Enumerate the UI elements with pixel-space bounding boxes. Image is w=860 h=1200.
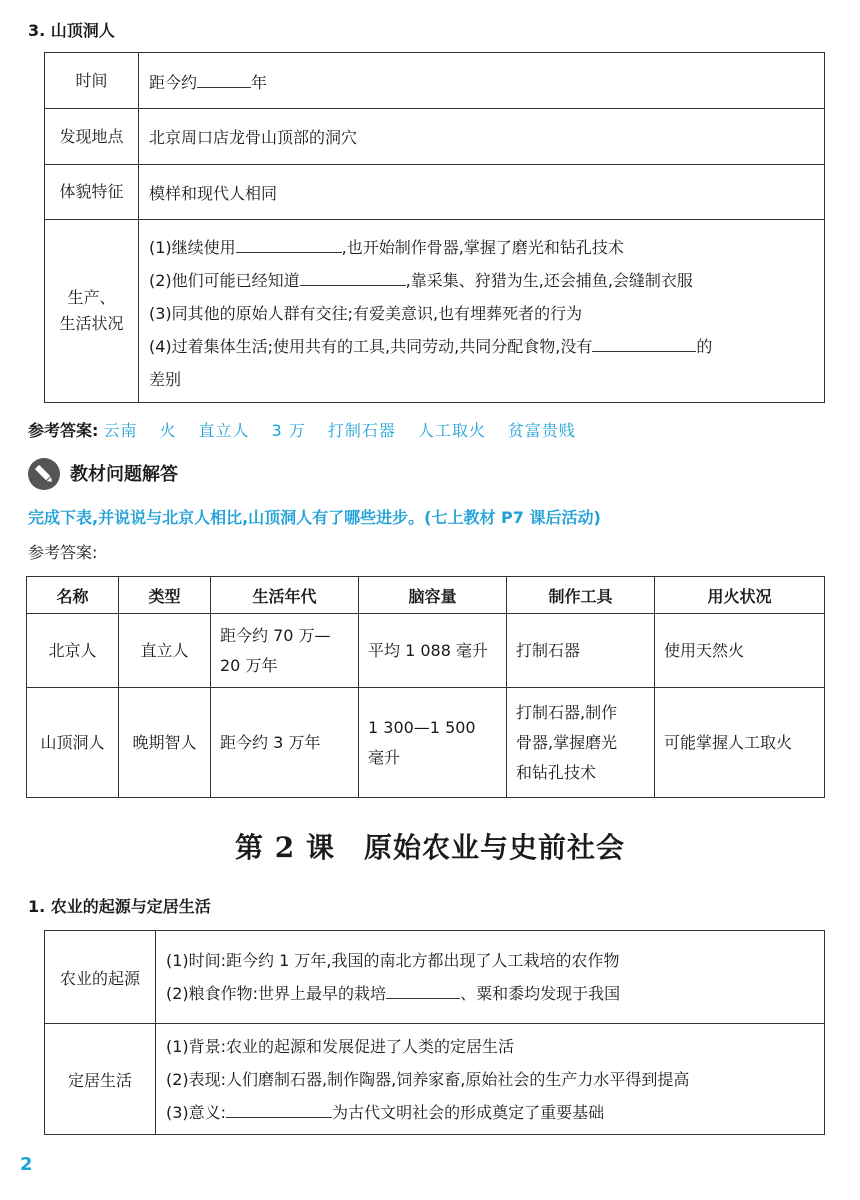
- label-life: [45, 220, 139, 403]
- cell-fire: 可能掌握人工取火: [655, 688, 825, 798]
- cell-tool-b: 骨器,掌握磨光: [516, 732, 618, 752]
- cell-brain-a: 1 300—1 500: [368, 717, 476, 737]
- shandingdong-table: [44, 52, 825, 403]
- cell-type: 直立人: [119, 614, 211, 688]
- life-line-3: (3)同其他的原始人群有交往;有爱美意识,也有埋葬死者的行为: [149, 304, 583, 323]
- label-origin: 农业的起源: [45, 931, 156, 1024]
- answer-item: 云南: [103, 421, 138, 440]
- answer-item: 打制石器: [327, 421, 396, 440]
- answer-line: [28, 418, 598, 441]
- life-line-2: (2)他们可能已经知道 ,靠采集、狩猎为生,还会捕鱼,会缝制衣服: [149, 264, 824, 297]
- life-line-4: (4)过着集体生活;使用共有的工具,共同劳动,共同分配食物,没有 的: [149, 330, 824, 363]
- blank: [226, 1099, 332, 1118]
- cell-type: 晚期智人: [119, 688, 211, 798]
- origin-line-2: (2)粮食作物:世界上最早的栽培 、粟和黍均发现于我国: [166, 977, 824, 1010]
- answer-values: [104, 421, 598, 440]
- life-line-1: (1)继续使用 ,也开始制作骨器,掌握了磨光和钻孔技术: [149, 231, 824, 264]
- settled-line-2: (2)表现:人们磨制石器,制作陶器,饲养家畜,原始社会的生产力水平得到提高: [166, 1069, 690, 1089]
- lesson-title: 第 2 课 原始农业与史前社会: [235, 831, 625, 864]
- cell-fire: 使用天然火: [655, 614, 825, 688]
- page-number: 2: [20, 1154, 33, 1175]
- cell-tool: [507, 688, 655, 798]
- cell-tool: 打制石器: [507, 614, 655, 688]
- label-life-a: 生产、: [67, 288, 116, 307]
- value-settled: [156, 1024, 825, 1135]
- header-tool: 制作工具: [507, 577, 655, 614]
- cell-tool-a: 打制石器,制作: [516, 702, 618, 722]
- reference-label: 参考答案:: [28, 543, 98, 562]
- answer-item: 人工取火: [417, 421, 486, 440]
- section-title-1: 1. 农业的起源与定居生活: [28, 897, 211, 916]
- cell-brain: 平均 1 088 毫升: [359, 614, 507, 688]
- cell-era: [211, 614, 359, 688]
- cell-brain-b: 毫升: [368, 747, 401, 767]
- blank: [592, 333, 696, 352]
- agriculture-table: [44, 930, 825, 1135]
- cell-tool-c: 和钻孔技术: [516, 762, 597, 782]
- cell-era: 距今约 3 万年: [211, 688, 359, 798]
- blank: [236, 234, 342, 253]
- cell-brain: [359, 688, 507, 798]
- label-life-b: 生活状况: [59, 314, 124, 333]
- cell-era-a: 距今约 70 万—: [220, 625, 331, 645]
- label-location: 发现地点: [45, 109, 139, 165]
- answer-item: 直立人: [198, 421, 250, 440]
- label-time: 时间: [45, 53, 139, 109]
- header-name: 名称: [27, 577, 119, 614]
- life-line-5: 差别: [149, 370, 182, 389]
- cell-name: 北京人: [27, 614, 119, 688]
- section-badge-title: 教材问题解答: [70, 464, 178, 485]
- blank: [386, 980, 460, 999]
- pencil-icon: [28, 458, 60, 490]
- header-type: 类型: [119, 577, 211, 614]
- origin-line-1: (1)时间:距今约 1 万年,我国的南北方都出现了人工栽培的农作物: [166, 951, 620, 970]
- value-origin: [156, 931, 825, 1024]
- label-features: 体貌特征: [45, 165, 139, 220]
- value-features: 模样和现代人相同: [139, 165, 825, 220]
- header-fire: 用火状况: [655, 577, 825, 614]
- answer-item: 火: [159, 421, 177, 440]
- settled-line-1: (1)背景:农业的起源和发展促进了人类的定居生活: [166, 1036, 515, 1056]
- answer-item: 3 万: [271, 421, 306, 440]
- header-brain: 脑容量: [359, 577, 507, 614]
- blank: [197, 69, 251, 88]
- section-title-3: 3. 山顶洞人: [28, 21, 115, 40]
- header-era: 生活年代: [211, 577, 359, 614]
- value-time: 距今约 年: [139, 53, 825, 109]
- answer-item: 贫富贵贱: [507, 421, 576, 440]
- value-life: [139, 220, 825, 403]
- label-settled: 定居生活: [45, 1024, 156, 1135]
- comparison-table: [26, 576, 825, 798]
- answer-key: 参考答案:: [28, 421, 99, 440]
- blank: [300, 267, 406, 286]
- question-text: 完成下表,并说说与北京人相比,山顶洞人有了哪些进步。(七上教材 P7 课后活动): [28, 508, 601, 527]
- settled-line-3: (3)意义: 为古代文明社会的形成奠定了重要基础: [166, 1096, 824, 1129]
- cell-era-b: 20 万年: [220, 655, 278, 675]
- cell-name: 山顶洞人: [27, 688, 119, 798]
- value-location: 北京周口店龙骨山顶部的洞穴: [139, 109, 825, 165]
